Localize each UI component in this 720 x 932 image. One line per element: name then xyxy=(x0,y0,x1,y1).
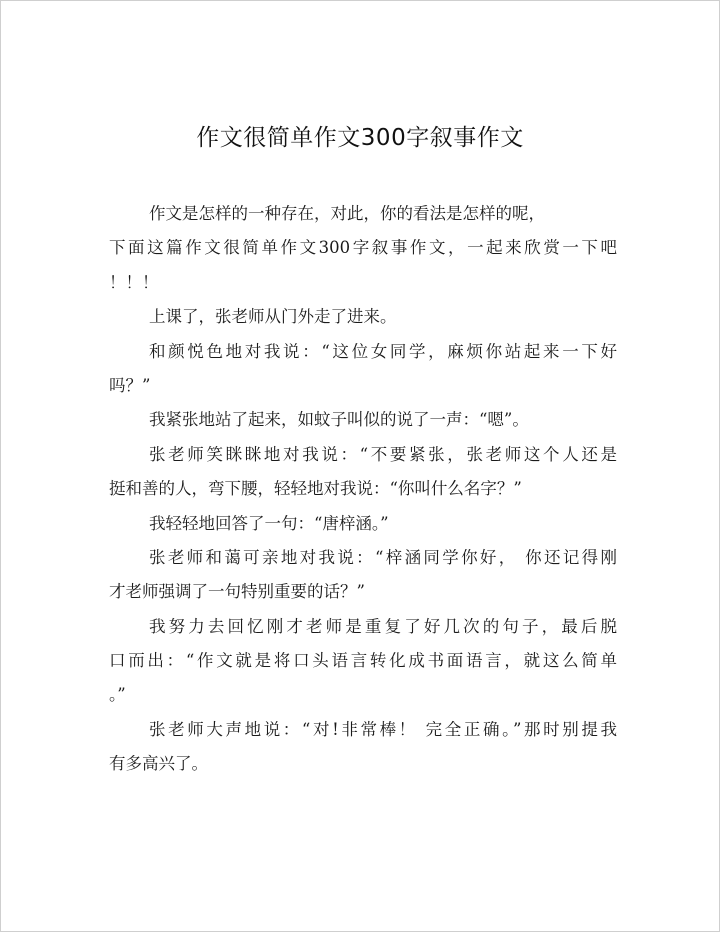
paragraph-line: 张老师和蔼可亲地对我说：“梓涵同学你好， 你还记得刚 xyxy=(149,547,617,567)
paragraph-line: 张老师笑眯眯地对我说：“不要紧张，张老师这个人还是 xyxy=(149,444,617,464)
paragraph-line: 挺和善的人，弯下腰，轻轻地对我说：“你叫什么名字？” xyxy=(109,479,522,499)
paragraph-line: 我努力去回忆刚才老师是重复了好几次的句子，最后脱 xyxy=(149,616,617,636)
document-body xyxy=(109,197,617,782)
paragraph-line: 口而出：“作文就是将口头语言转化成书面语言，就这么简单 xyxy=(109,651,617,671)
paragraph-line: 上课了，张老师从门外走了进来。 xyxy=(149,307,397,327)
paragraph-line: 和颜悦色地对我说：“这位女同学，麻烦你站起来一下好 xyxy=(149,341,617,361)
paragraph-line: 。” xyxy=(109,685,126,705)
paragraph-line: 吗？” xyxy=(109,375,151,395)
paragraph-line: 我轻轻地回答了一句：“唐梓涵。” xyxy=(149,513,389,533)
paragraph-line: 下面这篇作文很简单作文300字叙事作文，一起来欣赏一下吧 xyxy=(109,238,617,258)
paragraph-line: ！！！ xyxy=(109,272,159,292)
paragraph-line: 作文是怎样的一种存在，对此，你的看法是怎样的呢， xyxy=(149,204,545,223)
paragraph-line: 有多高兴了。 xyxy=(109,754,208,774)
paragraph-line: 才老师强调了一句特别重要的话？” xyxy=(109,582,365,602)
document-title: 作文很简单作文300字叙事作文 xyxy=(196,125,524,151)
paragraph-line: 我紧张地站了起来，如蚊子叫似的说了一声：“嗯”。 xyxy=(149,410,529,430)
paragraph-line: 张老师大声地说：“对!非常棒！ 完全正确。”那时别提我 xyxy=(149,719,617,739)
